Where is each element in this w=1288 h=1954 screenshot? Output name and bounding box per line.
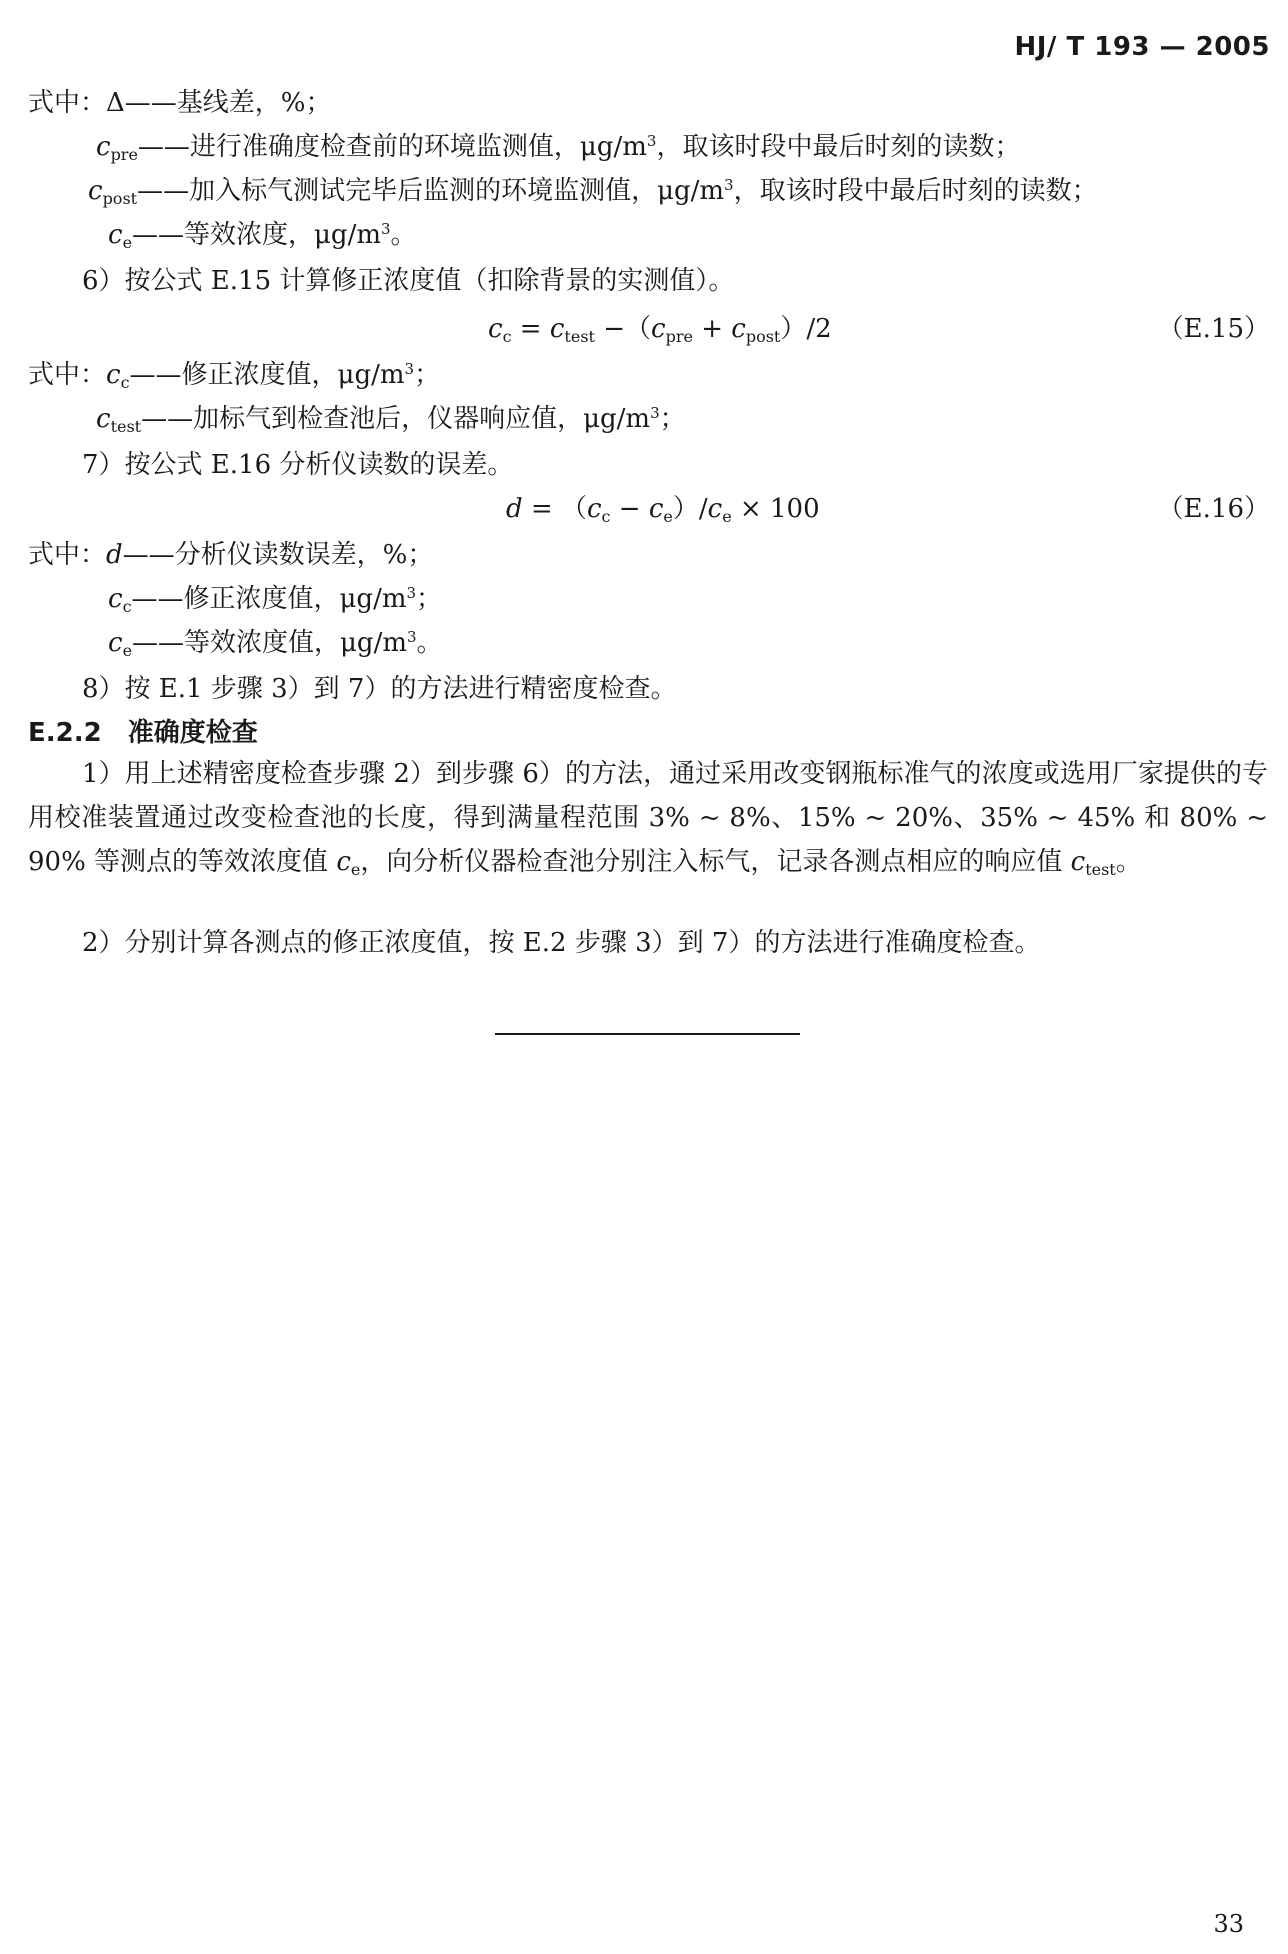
subscript: e [722, 507, 732, 526]
cc-description: ——修正浓度值，μg/m [131, 584, 407, 614]
page-number: 33 [1213, 1910, 1244, 1938]
var-c: c [651, 314, 666, 344]
equation-number-e15: （E.15） [1157, 314, 1270, 344]
paragraph-2: 2）分别计算各测点的修正浓度值，按 E.2 步骤 3）到 7）的方法进行准确度检查。 [82, 928, 1041, 958]
operator: × 100 [731, 494, 820, 524]
subscript: c [601, 507, 611, 526]
ctest-description: ——加标气到检查池后，仪器响应值，μg/m [141, 404, 651, 434]
paragraph-text: ，向分析仪器检查池分别注入标气，记录各测点相应的响应值 [360, 847, 1071, 877]
var-c: c [731, 314, 746, 344]
superscript: 3 [724, 176, 734, 194]
paragraph-1 [28, 752, 1268, 884]
subscript: c [122, 597, 132, 616]
var-c: c [648, 494, 664, 524]
step-6: 6）按公式 E.15 计算修正浓度值（扣除背景的实测值）。 [82, 266, 735, 296]
ce-description: ——等效浓度，μg/m [132, 220, 381, 250]
step-8: 8）按 E.1 步骤 3）到 7）的方法进行精密度检查。 [82, 674, 677, 704]
where-label: 式中： [28, 360, 107, 390]
delta-description: ——基线差，%； [124, 88, 332, 118]
subscript: test [110, 417, 142, 436]
definition-cc [28, 358, 440, 392]
subscript: c [120, 373, 130, 392]
var-c: c [96, 132, 111, 162]
definition-cpost [88, 174, 1098, 208]
end-rule [495, 1033, 800, 1035]
operator: − [610, 494, 649, 524]
operator: ）/ [672, 494, 708, 524]
var-c: c [549, 314, 565, 344]
cc-description-tail: ； [414, 360, 441, 390]
operator: −（ [594, 314, 652, 344]
document-code: HJ/ T 193 — 2005 [1014, 32, 1270, 62]
subscript: e [350, 860, 361, 879]
subscript: test [1085, 860, 1116, 879]
subscript: pre [665, 327, 693, 346]
superscript: 3 [650, 404, 660, 422]
superscript: 3 [646, 132, 657, 150]
var-c: c [106, 360, 121, 390]
ce-description-tail: 。 [390, 220, 417, 250]
operator: + [692, 314, 732, 344]
subscript: e [122, 233, 133, 252]
subscript: e [663, 507, 673, 526]
superscript: 3 [404, 360, 415, 378]
ce-description: ——等效浓度值，μg/m [132, 628, 407, 658]
var-d: d [506, 494, 523, 524]
where-label: 式中： [28, 88, 107, 118]
var-c: c [96, 404, 111, 434]
superscript: 3 [407, 628, 417, 646]
superscript: 3 [406, 584, 417, 602]
ce-description-tail: 。 [416, 628, 443, 658]
definition-delta [28, 86, 332, 120]
superscript: 3 [381, 220, 391, 238]
cpost-description: ——加入标气测试完毕后监测的环境监测值，μg/m [137, 176, 725, 206]
cc-description-tail: ； [416, 584, 443, 614]
definition-ce [108, 218, 417, 252]
equals-sign: = （ [522, 494, 587, 524]
definition-ce-2 [108, 626, 443, 660]
paragraph-text: 1）用上述精密度检查步骤 2）到步骤 6）的方法，通过采用改变钢瓶标准气的浓度或选用厂家提供的专用校准装置通过改变检查池的长度，得到满量程范围 3% ~ 8%、15% ~ 20%、35% ~ 45% 和 80% ~ 90% 等测点的等效浓度值 [28, 759, 1268, 877]
section-title: 准确度检查 [127, 718, 258, 748]
var-d: d [106, 540, 123, 570]
section-heading [28, 716, 258, 750]
subscript: e [122, 641, 133, 660]
subscript: post [745, 327, 781, 346]
var-c: c [108, 220, 123, 250]
equation-e15 [488, 312, 832, 346]
var-c: c [336, 847, 351, 877]
d-description: ——分析仪读数误差，%； [122, 540, 434, 570]
subscript: test [564, 327, 595, 346]
cc-description: ——修正浓度值，μg/m [129, 360, 405, 390]
step-7: 7）按公式 E.16 分析仪读数的误差。 [82, 450, 514, 480]
cpre-description: ——进行准确度检查前的环境监测值，μg/m [137, 132, 647, 162]
ctest-description-tail: ； [659, 404, 686, 434]
var-c: c [88, 176, 103, 206]
var-c: c [108, 628, 123, 658]
definition-cpre [96, 130, 1020, 164]
equals-sign: = [511, 314, 550, 344]
var-c: c [488, 314, 503, 344]
var-c: c [1070, 847, 1086, 877]
var-c: c [108, 584, 123, 614]
definition-cc-2 [108, 582, 442, 616]
definition-d [28, 538, 433, 572]
where-label: 式中： [28, 540, 107, 570]
equation-e16 [506, 492, 820, 526]
var-c: c [586, 494, 602, 524]
paragraph-text: 。 [1115, 847, 1142, 877]
cpost-description-tail: ，取该时段中最后时刻的读数； [733, 176, 1098, 206]
cpre-description-tail: ，取该时段中最后时刻的读数； [656, 132, 1021, 162]
equation-number-e16: （E.16） [1157, 494, 1270, 524]
delta-symbol: Δ [106, 88, 125, 118]
subscript: c [502, 327, 512, 346]
definition-ctest [96, 402, 686, 436]
operator: ）/2 [780, 314, 832, 344]
var-c: c [707, 494, 723, 524]
subscript: post [102, 189, 138, 208]
section-number: E.2.2 [28, 718, 102, 748]
subscript: pre [110, 145, 138, 164]
